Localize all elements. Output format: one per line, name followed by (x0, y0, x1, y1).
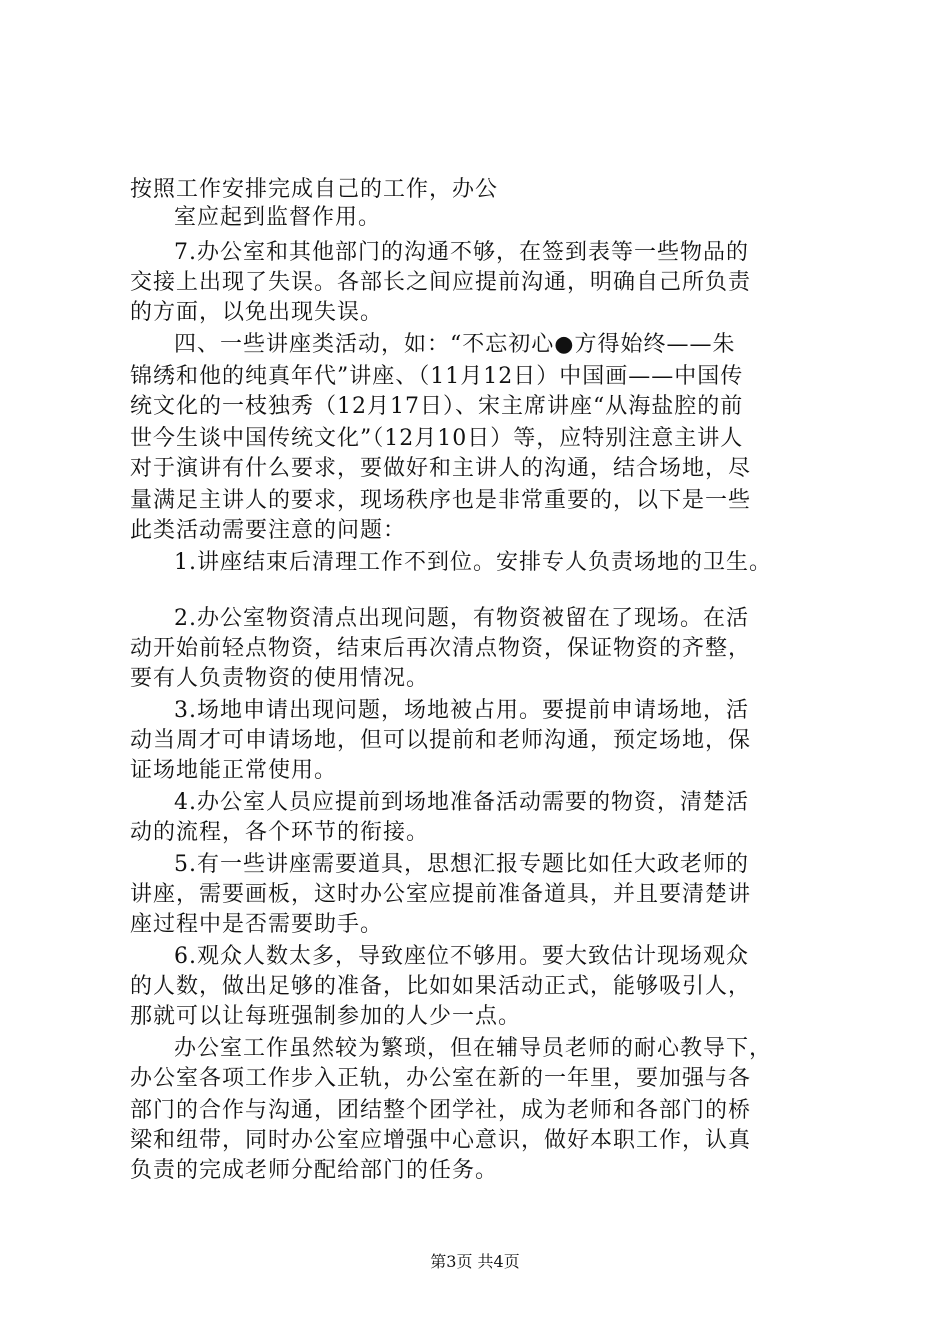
page-footer: 第3页 共4页 (430, 1252, 520, 1271)
text-line: 统文化的一枝独秀（12月17日）、宋主席讲座“从海盐腔的前 (130, 394, 744, 419)
text-line: 四、一些讲座类活动，如：“不忘初心●方得始终——朱 (174, 332, 736, 357)
text-line: 证场地能正常使用。 (130, 758, 338, 783)
text-line: 办公室各项工作步入正轨，办公室在新的一年里，要加强与各 (130, 1066, 752, 1091)
text-line: 3.场地申请出现问题，场地被占用。要提前申请场地，活 (174, 698, 749, 723)
text-line: 室应起到监督作用。 (174, 205, 382, 230)
text-line: 4.办公室人员应提前到场地准备活动需要的物资，清楚活 (174, 790, 749, 815)
text-line: 部门的合作与沟通，团结整个团学社，成为老师和各部门的桥 (130, 1098, 752, 1123)
text-line: 的人数，做出足够的准备，比如如果活动正式，能够吸引人， (130, 974, 752, 999)
text-line: 办公室工作虽然较为繁琐，但在辅导员老师的耐心教导下， (174, 1036, 773, 1061)
text-line: 量满足主讲人的要求，现场秩序也是非常重要的，以下是一些 (130, 488, 752, 513)
text-line: 7.办公室和其他部门的沟通不够，在签到表等一些物品的 (174, 240, 749, 265)
text-line: 交接上出现了失误。各部长之间应提前沟通，明确自己所负责 (130, 270, 752, 295)
text-line: 2.办公室物资清点出现问题，有物资被留在了现场。在活 (174, 606, 749, 631)
text-line: 对于演讲有什么要求，要做好和主讲人的沟通，结合场地，尽 (130, 456, 752, 481)
text-line: 动开始前轻点物资，结束后再次清点物资，保证物资的齐整， (130, 636, 752, 661)
text-line: 此类活动需要注意的问题： (130, 518, 407, 543)
text-line: 动的流程，各个环节的衔接。 (130, 820, 430, 845)
text-line: 锦绣和他的纯真年代”讲座、（11月12日）中国画——中国传 (130, 364, 744, 389)
text-line: 的方面，以免出现失误。 (130, 300, 384, 325)
text-line: 那就可以让每班强制参加的人少一点。 (130, 1004, 522, 1029)
text-line: 1.讲座结束后清理工作不到位。安排专人负责场地的卫生。 (174, 550, 772, 575)
text-line: 座过程中是否需要助手。 (130, 912, 384, 937)
text-line: 负责的完成老师分配给部门的任务。 (130, 1158, 499, 1183)
text-line: 按照工作安排完成自己的工作，办公 (130, 177, 499, 202)
text-line: 讲座，需要画板，这时办公室应提前准备道具，并且要清楚讲 (130, 882, 752, 907)
text-line: 动当周才可申请场地，但可以提前和老师沟通，预定场地，保 (130, 728, 752, 753)
text-line: 要有人负责物资的使用情况。 (130, 666, 430, 691)
text-line: 6.观众人数太多，导致座位不够用。要大致估计现场观众 (174, 944, 749, 969)
text-line: 世今生谈中国传统文化”（12月10日）等，应特别注意主讲人 (130, 426, 744, 451)
text-line: 梁和纽带，同时办公室应增强中心意识，做好本职工作，认真 (130, 1128, 752, 1153)
text-line: 5.有一些讲座需要道具，思想汇报专题比如任大政老师的 (174, 852, 749, 877)
